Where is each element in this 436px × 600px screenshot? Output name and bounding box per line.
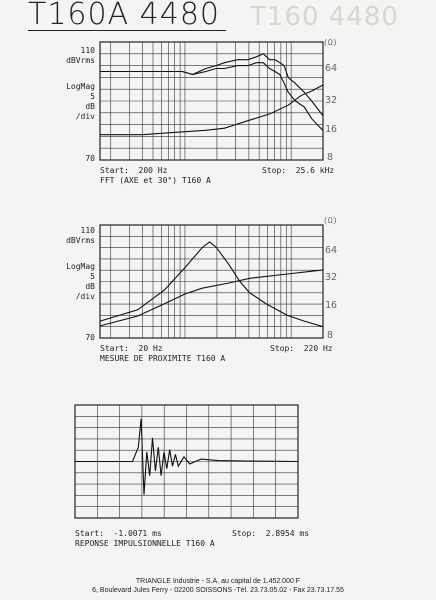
series-line-1 [100, 54, 323, 116]
chart2-rtick-16: 16 [325, 300, 338, 311]
chart2-div: /div [75, 292, 95, 301]
chart2-rtick-64: 64 [325, 245, 338, 256]
chart2-rtick-32: 32 [325, 272, 338, 283]
chart3-start: Start: -1.0071 ms [75, 529, 162, 538]
show-through-text: T160 4480 [250, 2, 399, 32]
chart2-logmag: LogMag [66, 262, 95, 271]
chart1-rtick-8: 8 [327, 152, 334, 163]
chart2-rtick-8: 8 [327, 330, 334, 341]
chart2-caption: MESURE DE PROXIMITE T160 A [100, 354, 226, 363]
chart3-stop: Stop: 2.8954 ms [232, 529, 310, 538]
chart1-stop: Stop: 25.6 kHz [262, 166, 335, 175]
chart1-yunit: dBVrms [66, 56, 95, 65]
chart2-grid [100, 225, 323, 338]
series-line-2 [100, 270, 323, 326]
chart2-stop: Stop: 220 Hz [270, 344, 333, 353]
chart1-caption: FFT (AXE et 30°) T160 A [100, 176, 211, 185]
chart1-right-unit: (Ω) [323, 38, 338, 47]
chart1-rtick-32: 32 [325, 95, 338, 106]
series-line-3 [100, 85, 323, 135]
chart2-start: Start: 20 Hz [100, 344, 163, 353]
chart1-div: /div [75, 112, 95, 121]
chart1-rtick-64: 64 [325, 63, 338, 74]
footer-line1: TRIANGLE Industrie - S.A. au capital de 1.452.000 F [135, 578, 301, 585]
series-line-2 [100, 63, 323, 131]
chart1-logmag: LogMag [66, 82, 95, 91]
chart1-ybottom: 70 [85, 154, 95, 163]
footer-line2: 6, Boulevard Jules Ferry - 02200 SOISSONS -Tél. 23.73.05.02 - Fax 23.73.17.55 [92, 587, 344, 594]
chart2-db: dB [85, 282, 95, 291]
chart1-ytop: 110 [80, 46, 95, 55]
chart1-grid [100, 42, 323, 160]
chart1-series [100, 54, 323, 135]
series-line-1 [100, 242, 323, 327]
page-title: T160A 4480 [28, 0, 226, 31]
chart3-caption: REPONSE IMPULSIONNELLE T160 A [75, 539, 215, 548]
chart2-scale: 5 [90, 272, 95, 281]
chart1-db: dB [85, 102, 95, 111]
chart2-ytop: 110 [80, 226, 95, 235]
chart2-yunit: dBVrms [66, 236, 95, 245]
chart1-rtick-16: 16 [325, 124, 338, 135]
chart2-ybottom: 70 [85, 333, 95, 342]
chart2-series [100, 242, 323, 327]
chart1-scale: 5 [90, 92, 95, 101]
chart1-start: Start: 200 Hz [100, 166, 168, 175]
chart2-right-unit: (Ω) [323, 216, 338, 225]
